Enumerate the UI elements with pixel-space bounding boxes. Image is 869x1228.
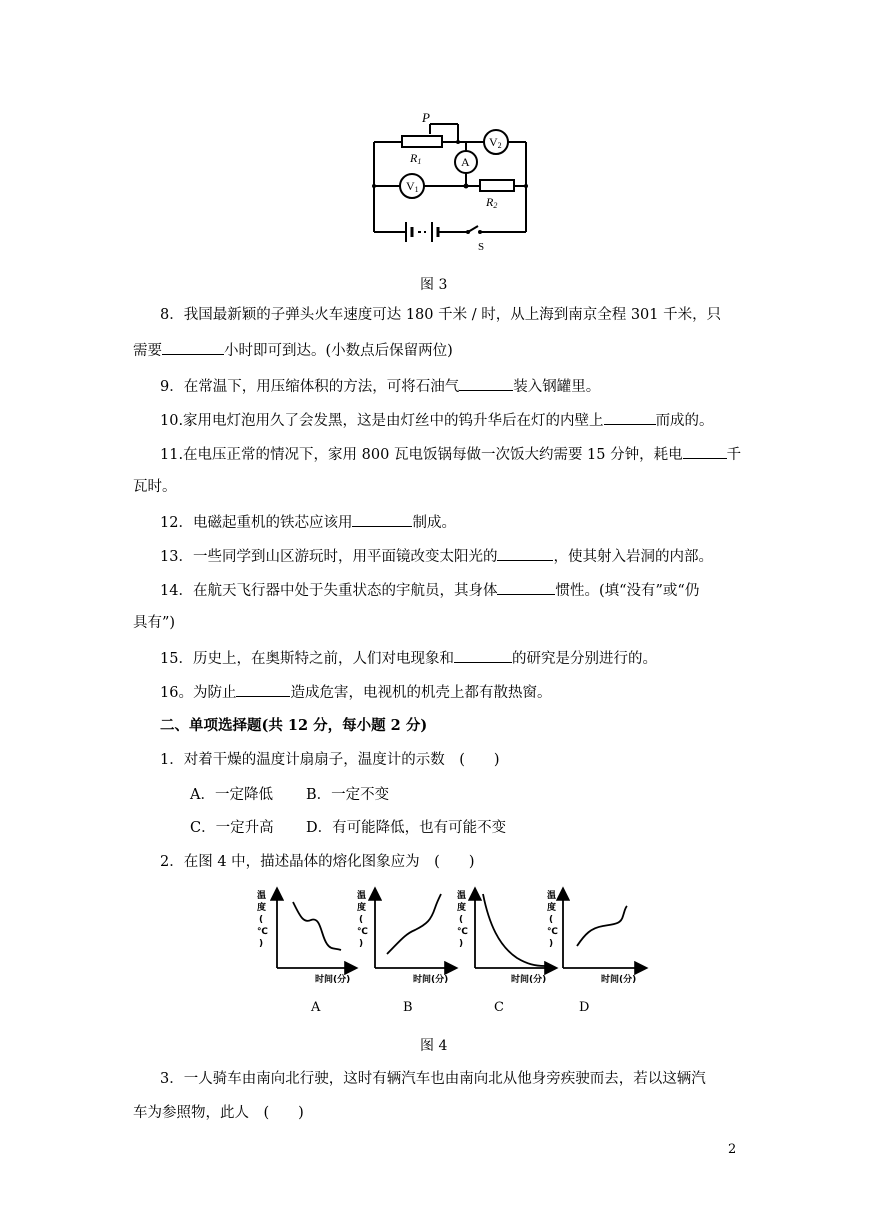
- question-16: 16。为防止 造成危害，电视机的机壳上都有散热窗。: [160, 682, 551, 703]
- y-label-a-4: ℃: [257, 927, 268, 937]
- x-label-b: 时间(分): [413, 975, 449, 985]
- graph-c-curve: [483, 894, 545, 966]
- y-label-c-1: 温: [457, 891, 467, 901]
- choice-option-c[interactable]: C．一定升高: [190, 820, 274, 836]
- y-label-c-2: 度: [457, 903, 467, 913]
- y-label-c-4: ℃: [457, 927, 468, 937]
- graph-b-label[interactable]: B: [403, 1000, 413, 1015]
- graph-a-label[interactable]: A: [311, 1000, 321, 1015]
- question-13: 13．一些同学到山区游玩时，用平面镜改变太阳光的 ，使其射入岩洞的内部。: [160, 546, 713, 567]
- y-label-b-1: 温: [357, 891, 367, 901]
- answer-blank[interactable]: [162, 340, 224, 355]
- question-15: 15．历史上，在奥斯特之前，人们对电现象和 的研究是分别进行的。: [160, 648, 657, 669]
- y-label-b-4: ℃: [357, 927, 368, 937]
- choice-question-2: 2．在图 4 中，描述晶体的熔化图象应为 ( ): [160, 854, 475, 870]
- melting-graphs: [255, 884, 655, 994]
- resistor-r1: [402, 136, 442, 147]
- y-label-d-4: ℃: [547, 927, 558, 937]
- y-label-b-5: ): [359, 939, 364, 949]
- resistor-r2: [480, 180, 514, 191]
- circuit-diagram: [362, 110, 532, 260]
- question-9: 9．在常温下，用压缩体积的方法，可将石油气 装入钢罐里。: [160, 376, 600, 397]
- x-label-a: 时间(分): [315, 975, 351, 985]
- y-label-a-2: 度: [257, 903, 267, 913]
- y-label-b-3: (: [359, 915, 364, 925]
- section-2-heading: 二、单项选择题(共 12 分，每小题 2 分): [160, 717, 428, 734]
- y-label-d-3: (: [549, 915, 554, 925]
- y-label-b-2: 度: [357, 903, 367, 913]
- answer-blank[interactable]: [604, 410, 656, 425]
- question-10: 10.家用电灯泡用久了会发黑，这是由灯丝中的钨升华后在灯的内壁上 而成的。: [160, 410, 714, 431]
- answer-blank[interactable]: [454, 648, 512, 663]
- answer-blank[interactable]: [352, 512, 412, 527]
- y-label-d-1: 温: [547, 891, 557, 901]
- question-14-line1: 14．在航天飞行器中处于失重状态的宇航员，其身体 惯性。(填“没有”或“仍: [160, 580, 699, 601]
- choice-question-1: 1．对着干燥的温度计扇扇子，温度计的示数 ( ): [160, 752, 500, 768]
- label-p: P: [422, 110, 430, 125]
- answer-blank[interactable]: [236, 682, 290, 697]
- choice-question-3-line1: 3．一人骑车由南向北行驶，这时有辆汽车也由南向北从他身旁疾驶而去，若以这辆汽: [160, 1071, 706, 1087]
- label-v1: V1: [406, 179, 419, 194]
- question-11-line1: 11.在电压正常的情况下，家用 800 瓦电饭锅每做一次饭大约需要 15 分钟，耗电 千: [160, 444, 741, 465]
- y-label-d-2: 度: [547, 903, 557, 913]
- y-label-a-1: 温: [257, 891, 267, 901]
- x-label-c: 时间(分): [511, 975, 547, 985]
- choice-option-b[interactable]: B．一定不变: [306, 787, 390, 803]
- page-number: 2: [728, 1142, 737, 1157]
- answer-blank[interactable]: [683, 444, 727, 459]
- y-label-d-5: ): [549, 939, 554, 949]
- figure4-caption: 图 4: [420, 1038, 448, 1054]
- choice-option-a[interactable]: A．一定降低: [190, 787, 273, 803]
- y-label-a-5: ): [259, 939, 264, 949]
- choice-question-3-line2: 车为参照物，此人 ( ): [133, 1105, 304, 1121]
- label-a: A: [461, 155, 470, 169]
- question-8-line1: 8．我国最新颖的子弹头火车速度可达 180 千米 / 时，从上海到南京全程 301 千米，只: [160, 307, 722, 323]
- graph-b-curve: [387, 894, 441, 954]
- label-r1: R1: [410, 151, 422, 166]
- choice-option-d[interactable]: D．有可能降低，也有可能不变: [306, 820, 507, 836]
- y-label-c-5: ): [459, 939, 464, 949]
- y-label-c-3: (: [459, 915, 464, 925]
- y-label-a-3: (: [259, 915, 264, 925]
- label-s: S: [478, 241, 485, 253]
- answer-blank[interactable]: [497, 580, 555, 595]
- graph-d-label[interactable]: D: [579, 1000, 590, 1015]
- x-label-d: 时间(分): [601, 975, 637, 985]
- graph-a-curve: [293, 902, 341, 950]
- graph-d-curve: [577, 906, 627, 946]
- question-11-line2: 瓦时。: [133, 479, 177, 495]
- question-14-line2: 具有”): [133, 615, 176, 631]
- figure3-caption: 图 3: [420, 277, 448, 293]
- graph-c-label[interactable]: C: [494, 1000, 504, 1015]
- label-v2: V2: [489, 135, 502, 150]
- label-r2: R2: [486, 195, 498, 210]
- question-12: 12．电磁起重机的铁芯应该用 制成。: [160, 512, 456, 533]
- answer-blank[interactable]: [459, 376, 513, 391]
- question-8-line2: 需要 小时即可到达。(小数点后保留两位): [133, 340, 453, 361]
- answer-blank[interactable]: [497, 546, 553, 561]
